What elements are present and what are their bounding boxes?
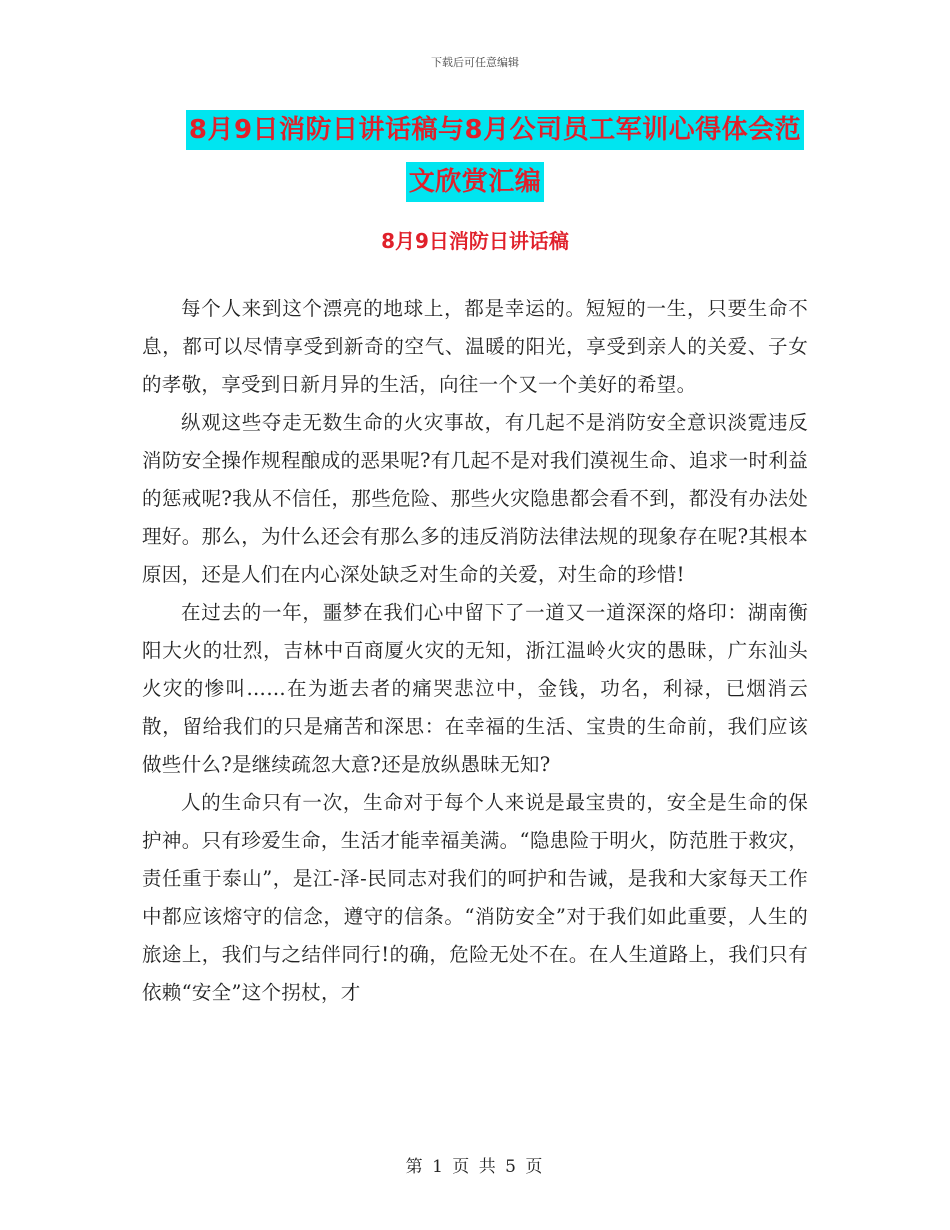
paragraph: 在过去的一年，噩梦在我们心中留下了一道又一道深深的烙印：湖南衡阳大火的壮烈，吉林中百商厦火灾的无知，浙江温岭火灾的愚昧，广东汕头火灾的惨叫……在为逝去者的痛哭悲泣中，金钱，功名，利禄，已烟消云散，留给我们的只是痛苦和深思：在幸福的生活、宝贵的生命前，我们应该做些什么?是继续疏忽大意?还是放纵愚昧无知? xyxy=(142,601,808,776)
title-line-1: 8月9日消防日讲话稿与8月公司员工军训心得体会范 xyxy=(186,110,804,150)
title-line-2: 文欣赏汇编 xyxy=(406,162,545,202)
header-note: 下载后可任意编辑 xyxy=(431,56,519,69)
document-title xyxy=(0,110,950,202)
page-footer: 第 1 页 共 5 页 xyxy=(405,1157,545,1177)
body-text xyxy=(142,290,808,1012)
section-heading: 8月9日消防日讲话稿 xyxy=(381,229,569,253)
paragraph: 纵观这些夺走无数生命的火灾事故，有几起不是消防安全意识淡霓违反消防安全操作规程酿成的恶果呢?有几起不是对我们漠视生命、追求一时利益的惩戒呢?我从不信任，那些危险、那些火灾隐患都会看不到，都没有办法处理好。那么，为什么还会有那么多的违反消防法律法规的现象存在呢?其根本原因，还是人们在内心深处缺乏对生命的关爱，对生命的珍惜! xyxy=(142,411,808,586)
paragraph: 人的生命只有一次，生命对于每个人来说是最宝贵的，安全是生命的保护神。只有珍爱生命，生活才能幸福美满。“隐患险于明火，防范胜于救灾，责任重于泰山”，是江-泽-民同志对我们的呵护和告诫，是我和大家每天工作中都应该熔守的信念，遵守的信条。“消防安全”对于我们如此重要，人生的旅途上，我们与之结伴同行!的确，危险无处不在。在人生道路上，我们只有依赖“安全”这个拐杖，才 xyxy=(142,791,808,1004)
paragraph: 每个人来到这个漂亮的地球上，都是幸运的。短短的一生，只要生命不息，都可以尽情享受到新奇的空气、温暖的阳光，享受到亲人的关爱、子女的孝敬，享受到日新月异的生活，向往一个又一个美好的希望。 xyxy=(142,297,808,396)
